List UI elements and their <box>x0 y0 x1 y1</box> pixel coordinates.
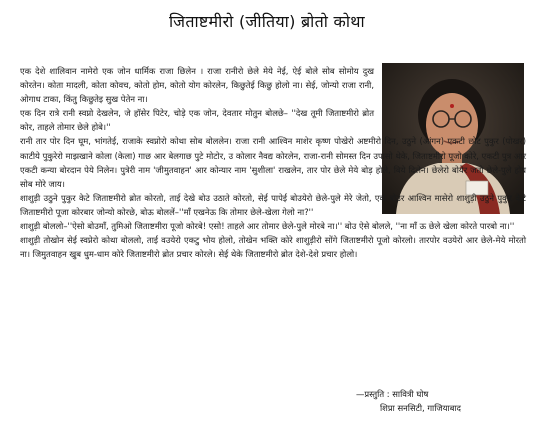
author-credit <box>356 387 461 415</box>
paragraph: शाशुड़ी तोखोन सेई स्वप्नेरो कोथा बोललो, ताई वउयेरो एकटु भोय होलो, तोखेन भक्ति कोरे शाशुड़ीरो सोंगे जिताष्टमीरो पूजो कोरलो। तारपोर वउयेरो आर छेले-मेये मोरतो ना। जिमुतवाहन खुब धुम-धाम कोरे जिताष्टमीरो ब्रोत प्रचार कोरले। सेई थेके जिताष्टमीरो ब्रोत देशे-देशे प्रचार होलो। <box>20 235 526 260</box>
credit-presenter: —प्रस्तुति : सावित्री घोष <box>356 389 429 399</box>
credit-address: शिप्रा सनसिटी, गाजियाबाद <box>380 403 462 413</box>
paragraph: शाशुड़ी बोललो–''ऐसो बोउमाँ, तुमिओ जिताष्टमीरा पूजो कोरबे! एसो! ताहले आर तोमार छेले-पुले मोरबे ना।'' बोउ ऐसे बोलले, ''ना माँ ऊ छेले खेला कोरते पारबो ना।'' <box>20 221 515 232</box>
paragraph: रानी तार पोर दिन घूम, भांगतेई, राजाके स्वप्नोरो कोथा सोब बोललेन। राजा रानी आश्विन माशेर कृष्ण पोखेरो अष्टमीरो दिन, उठुने (आंगन) एकटी छोट पुकुर (पोखर) काटीये पुकुरेरो माझखाने कोला (केला) गाछ आर बेलगाछ पुटे मोटोर, उ कोलार नैवद्य कोरलेन, राजा-रानी सोमस्त दिन उपासो थेके, जिताष्टमीरो पूजो कोरे, एकटी पुत्र आर एकटी कन्या बोरदान पेये निलेन। पुत्रेरी नाम 'जीमुतवाहन' आर कोन्यार नाम 'सुशीला' राखलेन, तार पोर छेले मेये बोड़ होले, बिये दिलेन। छेलेरो बोयेर जतो छेले-पुले होय सोब मोरे जाय। <box>20 136 526 189</box>
paragraph: एक देशे शालिवान नामेरो एक जोन धार्मिक राजा छिलेन । राजा रानीरो छेले मेये नेई, ऐई बोले सोब सोमोय दुख कोरतेन। कोता मादली, कोता कोवच, कोतो होम, कोतो योग कोरलेन, किछुतेई किछु होलो ना। सेई, जोन्यो राजा रानी, ओगाध टाका, किंतु किछुतेइ सुख पेतेन ना। <box>20 66 374 105</box>
article-title: जिताष्टमीरो (जीतिया) ब्रोतो कोथा <box>169 12 365 31</box>
article-body <box>20 64 526 261</box>
paragraph: एक दिन रात्रे रानी स्वप्नो देखलेन, जे हॉसेर पिटेर, चोड़े एक जोन, देवतार मोतुन बोलछे– ''देख तूमी जिताष्टमीरो ब्रोत कोर, ताहले तोमार छेले होबे।'' <box>20 108 374 133</box>
paragraph: शाशुड़ी उठुने पुकुर केटे जिताष्टमीरो ब्रोत कोरतो, ताई देखे बोउ उठाते कोरतो, सेई पापेई बोउयेरो छेले-पुले मेरे जेतो, एक बोउर आश्विन मासेरो शाशुड़ी उठुने पुकुर केटे जिताष्टमीरो पूजा कोरबार जोन्यो कोरछे, बोऊ बोललें–''माँ एखनेऊ कि तोमार छेले-खेला गेलो ना?'' <box>20 192 526 217</box>
